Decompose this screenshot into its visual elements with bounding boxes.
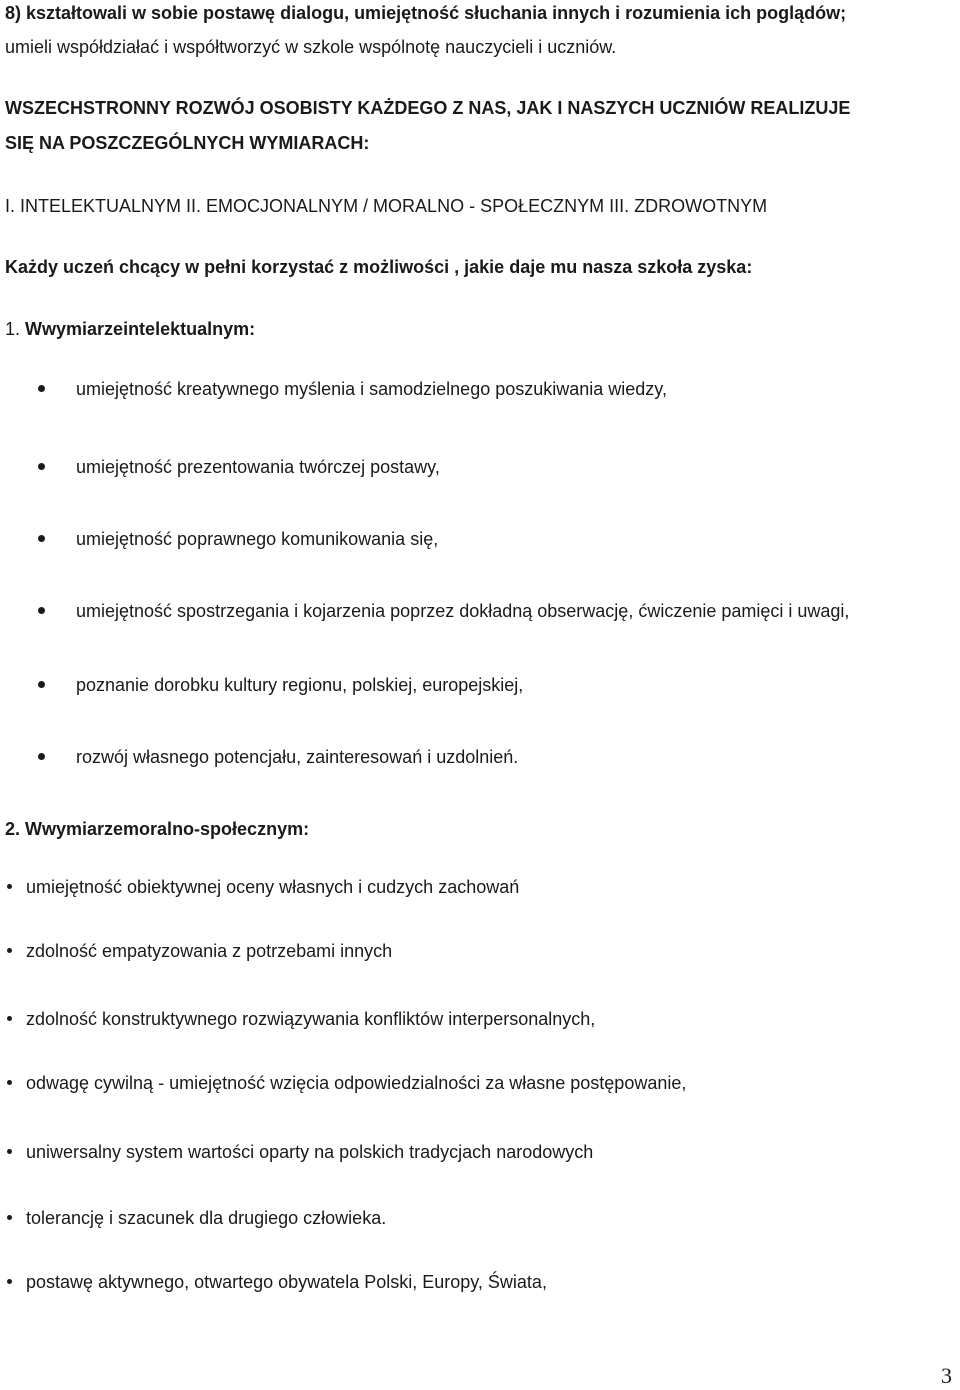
bullet-icon — [7, 948, 12, 953]
list-item-text: umiejętność obiektywnej oceny własnych i cudzych zachowań — [26, 877, 520, 897]
list-item-text: umiejętność kreatywnego myślenia i samodzielnego poszukiwania wiedzy, — [76, 379, 667, 399]
bullet-icon — [7, 1080, 12, 1085]
list-item-text: poznanie dorobku kultury regionu, polskiej, europejskiej, — [76, 675, 524, 695]
list-item-text: zdolność konstruktywnego rozwiązywania konfliktów interpersonalnych, — [26, 1009, 596, 1029]
list-item-text: rozwój własnego potencjału, zainteresowań i uzdolnień. — [76, 747, 519, 767]
bullet-icon — [38, 385, 45, 392]
heading-line-2: SIĘ NA POSZCZEGÓLNYCH WYMIARACH: — [5, 133, 370, 153]
list-item-text: umiejętność poprawnego komunikowania się, — [76, 529, 439, 549]
list-item-text: umiejętność spostrzegania i kojarzenia poprzez dokładną obserwację, ćwiczenie pamięci i uwagi, — [76, 601, 850, 621]
page-number: 3 — [941, 1363, 952, 1388]
intro-line-2: umieli współdziałać i współtworzyć w szkole wspólnotę nauczycieli i uczniów. — [5, 37, 617, 57]
section-2-heading: 2. Wwymiarzemoralno-społecznym: — [5, 819, 310, 839]
section-1-heading — [5, 318, 255, 340]
heading-line-1: WSZECHSTRONNY ROZWÓJ OSOBISTY KAŻDEGO Z NAS, JAK I NASZYCH UCZNIÓW REALIZUJE — [5, 98, 851, 118]
bullet-icon — [7, 884, 12, 889]
bullet-icon — [7, 1149, 12, 1154]
section-1-title: Wwymiarzeintelektualnym: — [25, 319, 256, 339]
list-item-text: postawę aktywnego, otwartego obywatela Polski, Europy, Świata, — [26, 1272, 547, 1292]
intro-line-1: 8) kształtowali w sobie postawę dialogu, umiejętność słuchania innych i rozumienia ich poglądów; — [5, 3, 847, 23]
bullet-icon — [7, 1016, 12, 1021]
list-item-text: uniwersalny system wartości oparty na polskich tradycjach narodowych — [26, 1142, 594, 1162]
bullet-icon — [38, 463, 45, 470]
bullet-icon — [7, 1215, 12, 1220]
list-item-text: zdolność empatyzowania z potrzebami innych — [26, 941, 393, 961]
bullet-icon — [38, 681, 45, 688]
dimensions-line: I. INTELEKTUALNYM II. EMOCJONALNYM / MORALNO - SPOŁECZNYM III. ZDROWOTNYM — [5, 196, 768, 216]
list-item-text: tolerancję i szacunek dla drugiego człowieka. — [26, 1208, 387, 1228]
list-item-text: odwagę cywilną - umiejętność wzięcia odpowiedzialności za własne postępowanie, — [26, 1073, 687, 1093]
bullet-icon — [38, 753, 45, 760]
bullet-icon — [38, 535, 45, 542]
bullet-icon — [38, 607, 45, 614]
bullet-icon — [7, 1279, 12, 1284]
lead-sentence: Każdy uczeń chcący w pełni korzystać z możliwości , jakie daje mu nasza szkoła zyska: — [5, 257, 753, 277]
section-1-number: 1. — [5, 319, 21, 339]
list-item-text: umiejętność prezentowania twórczej postawy, — [76, 457, 440, 477]
